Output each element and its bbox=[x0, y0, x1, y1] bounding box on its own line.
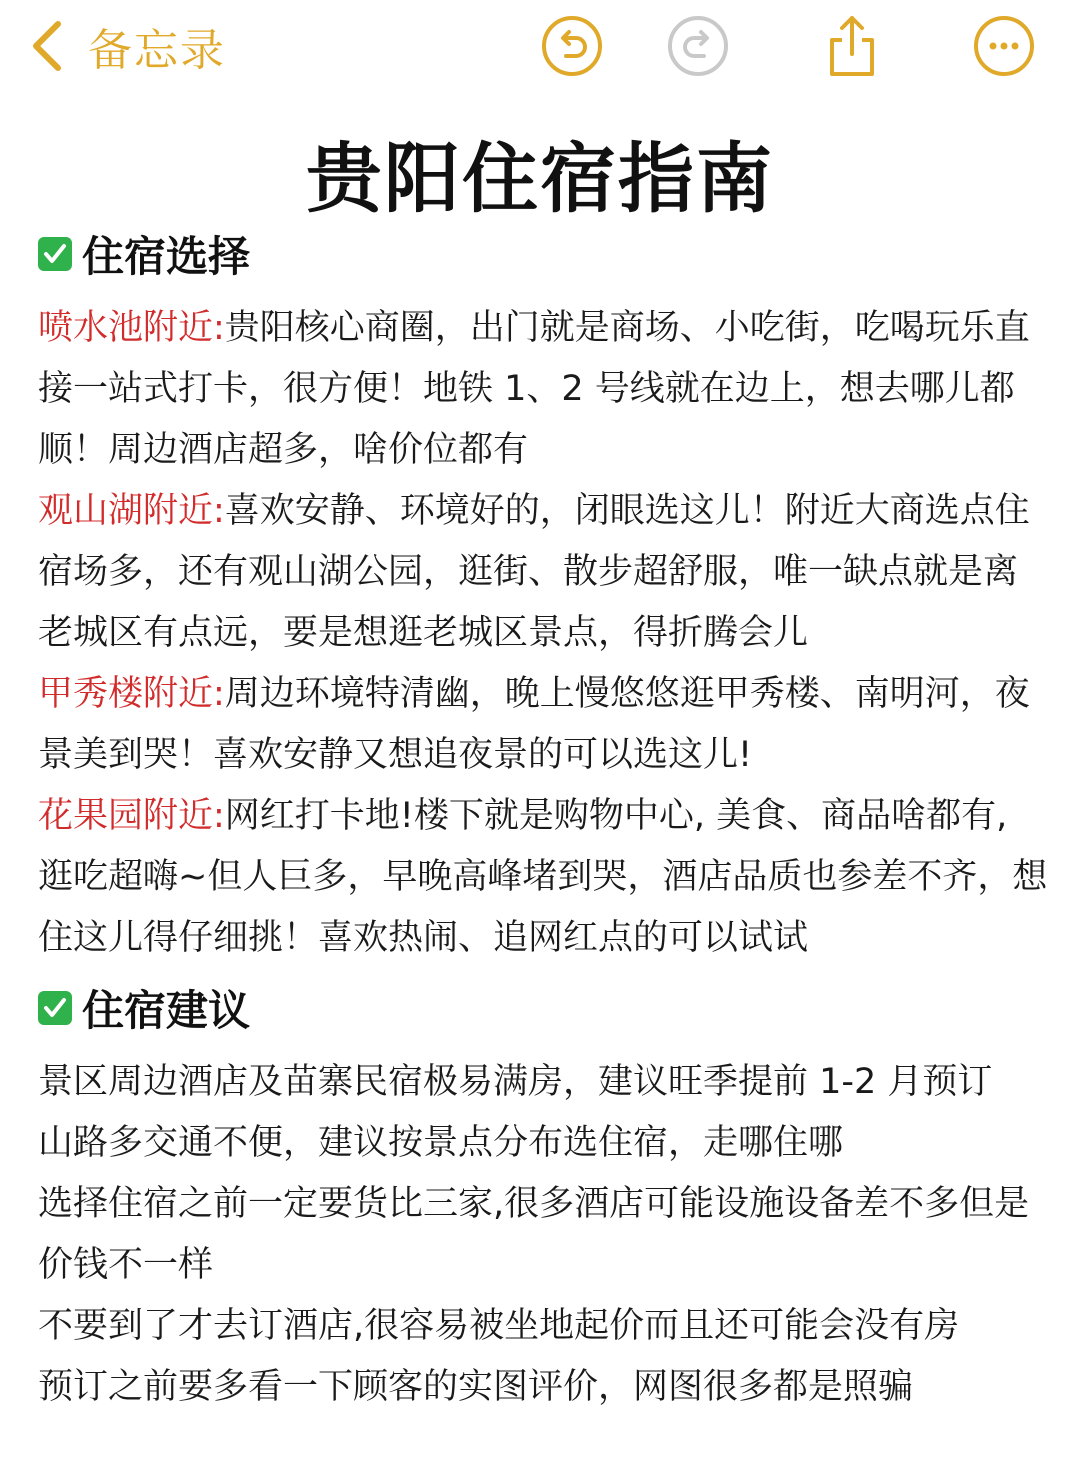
back-button[interactable] bbox=[30, 16, 226, 76]
area-description: 周边环境特清幽，晚上慢悠悠逛甲秀楼、南明河，夜景美到哭！喜欢安静又想追夜景的可以选这儿! bbox=[38, 674, 1030, 775]
list-item: 选择住宿之前一定要货比三家,很多酒店可能设施设备差不多但是价钱不一样 bbox=[38, 1184, 1030, 1285]
back-label: 备忘录 bbox=[88, 25, 226, 76]
share-button[interactable] bbox=[820, 14, 884, 78]
redo-button[interactable] bbox=[666, 14, 730, 78]
share-icon bbox=[820, 14, 884, 78]
chevron-left-icon bbox=[30, 20, 64, 72]
list-item bbox=[38, 298, 1048, 481]
list-item: 山路多交通不便，建议按景点分布选住宿，走哪住哪 bbox=[38, 1123, 844, 1163]
area-name: 喷水池附近: bbox=[38, 308, 225, 348]
list-item: 不要到了才去订酒店,很容易被坐地起价而且还可能会没有房 bbox=[38, 1306, 960, 1346]
section-heading-stay-advice bbox=[38, 978, 250, 1038]
stay-advice-list bbox=[38, 1052, 1048, 1418]
more-icon bbox=[972, 14, 1036, 78]
undo-button[interactable] bbox=[540, 14, 604, 78]
list-item: 预订之前要多看一下顾客的实图评价，网图很多都是照骗 bbox=[38, 1367, 914, 1407]
section-heading-stay-choice bbox=[38, 224, 250, 284]
note-title: 贵阳住宿指南 bbox=[306, 134, 774, 223]
area-description: 贵阳核心商圈，出门就是商场、小吃街，吃喝玩乐直接一站式打卡，很方便！地铁 1、2 号线就在边上，想去哪儿都顺！周边酒店超多，啥价位都有 bbox=[38, 308, 1030, 470]
redo-icon bbox=[666, 14, 730, 78]
stay-choice-list bbox=[38, 298, 1048, 969]
list-item bbox=[38, 664, 1048, 786]
top-toolbar bbox=[0, 0, 1080, 92]
checkmark-icon bbox=[38, 237, 72, 271]
checkmark-icon bbox=[38, 991, 72, 1025]
list-item bbox=[38, 786, 1048, 969]
area-description: 网红打卡地!楼下就是购物中心, 美食、商品啥都有, 逛吃超嗨~但人巨多，早晚高峰堵到哭，酒店品质也参差不齐，想住这儿得仔细挑！喜欢热闹、追网红点的可以试试 bbox=[38, 796, 1048, 958]
area-name: 花果园附近: bbox=[38, 796, 225, 836]
area-name: 甲秀楼附近: bbox=[38, 674, 225, 714]
area-name: 观山湖附近: bbox=[38, 491, 225, 531]
area-description: 喜欢安静、环境好的，闭眼选这儿！附近大商选点住宿场多，还有观山湖公园，逛街、散步超舒服，唯一缺点就是离老城区有点远，要是想逛老城区景点，得折腾会儿 bbox=[38, 491, 1030, 653]
list-item: 景区周边酒店及苗寨民宿极易满房，建议旺季提前 1-2 月预订 bbox=[38, 1062, 993, 1102]
more-button[interactable] bbox=[972, 14, 1036, 78]
list-item bbox=[38, 481, 1048, 664]
undo-icon bbox=[540, 14, 604, 78]
section-label: 住宿选择 bbox=[82, 232, 251, 281]
section-label: 住宿建议 bbox=[82, 986, 251, 1035]
